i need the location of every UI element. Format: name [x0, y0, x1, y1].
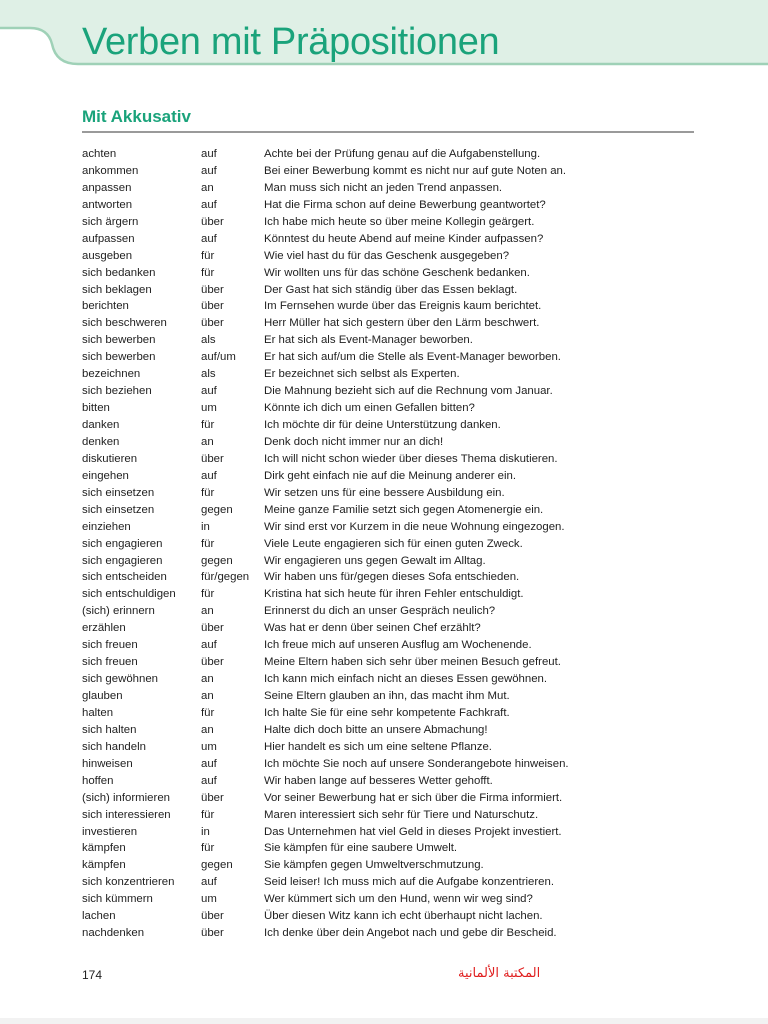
preposition-text: für — [201, 419, 215, 431]
verb-text: sich bewerben — [82, 351, 156, 364]
example-sentence: Meine ganze Familie setzt sich gegen Atomenergie ein. — [264, 503, 544, 516]
verb-text: bitten — [82, 402, 110, 415]
verb-text: sich einsetzen — [82, 486, 155, 499]
preposition-text: über — [201, 215, 224, 228]
preposition-text: um — [201, 893, 217, 906]
verb-text: sich beschweren — [82, 317, 167, 330]
verb-row — [82, 180, 702, 197]
verb-text: sich entscheiden — [82, 571, 167, 584]
example-sentence: Denk doch nicht immer nur an dich! — [264, 435, 444, 448]
example-sentence: Könnte ich dich um einen Gefallen bitten? — [264, 402, 475, 415]
verb-row — [82, 773, 702, 790]
verb-text: anpassen — [82, 181, 132, 194]
example-sentence: Sie kämpfen für eine saubere Umwelt. — [264, 842, 458, 855]
verb-text: hoffen — [82, 774, 114, 787]
verb-row — [82, 790, 702, 807]
verb-text: sich bewerben — [82, 334, 156, 347]
preposition-text: auf/um — [201, 351, 236, 364]
example-sentence: Seid leiser! Ich muss mich auf die Aufgabe konzentrieren. — [264, 876, 554, 889]
preposition-text: an — [201, 690, 214, 702]
verb-text: sich einsetzen — [82, 503, 155, 516]
verb-row — [82, 553, 702, 570]
preposition-text: auf — [201, 774, 217, 787]
verb-row — [82, 214, 702, 231]
preposition-text: über — [201, 791, 224, 804]
preposition-text: an — [201, 673, 214, 686]
preposition-text: auf — [201, 198, 217, 211]
verb-text: sich engagieren — [82, 537, 163, 550]
verb-text: denken — [82, 435, 120, 448]
preposition-text: auf — [201, 385, 217, 398]
verb-row — [82, 298, 702, 315]
verb-text: sich bedanken — [82, 266, 156, 279]
verb-text: sich gewöhnen — [82, 673, 158, 686]
preposition-text: über — [201, 656, 224, 669]
page-header — [0, 0, 768, 72]
preposition-text: auf — [201, 164, 217, 177]
verb-text: sich engagieren — [82, 554, 163, 567]
preposition-text: in — [201, 825, 210, 838]
example-sentence: Kristina hat sich heute für ihren Fehler entschuldigt. — [264, 588, 524, 601]
example-sentence: Wie viel hast du für das Geschenk ausgegeben? — [264, 249, 510, 262]
preposition-text: gegen — [201, 503, 233, 516]
section-divider — [82, 131, 694, 133]
verb-text: kämpfen — [82, 859, 126, 872]
verb-row — [82, 722, 702, 739]
preposition-text: für — [201, 588, 215, 601]
verb-text: danken — [82, 419, 120, 431]
example-sentence: Er hat sich auf/um die Stelle als Event-Manager beworben. — [264, 351, 561, 364]
verb-text: (sich) erinnern — [82, 605, 155, 618]
verb-row — [82, 146, 702, 163]
example-sentence: Vor seiner Bewerbung hat er sich über die Firma informiert. — [264, 791, 563, 804]
example-sentence: Was hat er denn über seinen Chef erzählt? — [264, 622, 481, 635]
verb-row — [82, 840, 702, 857]
preposition-text: über — [201, 300, 224, 313]
preposition-text: für — [201, 706, 215, 719]
example-sentence: Maren interessiert sich sehr für Tiere und Naturschutz. — [264, 808, 539, 821]
verb-text: glauben — [82, 690, 123, 702]
verb-text: einziehen — [82, 520, 131, 533]
example-sentence: Wir haben uns für/gegen dieses Sofa entschieden. — [264, 571, 520, 584]
verb-row — [82, 807, 702, 824]
verb-text: diskutieren — [82, 452, 138, 465]
verb-text: bezeichnen — [82, 368, 141, 381]
verb-row — [82, 824, 702, 841]
preposition-text: auf — [201, 639, 217, 652]
example-sentence: Hat die Firma schon auf deine Bewerbung geantwortet? — [264, 198, 546, 211]
example-sentence: Der Gast hat sich ständig über das Essen beklagt. — [264, 283, 518, 296]
preposition-text: an — [201, 181, 214, 194]
preposition-text: über — [201, 283, 224, 296]
example-sentence: Das Unternehmen hat viel Geld in dieses Projekt investiert. — [264, 825, 562, 838]
example-sentence: Wir wollten uns für das schöne Geschenk bedanken. — [264, 266, 530, 279]
preposition-text: als — [201, 368, 216, 381]
preposition-text: für — [201, 249, 215, 262]
verb-row — [82, 908, 702, 925]
verb-text: halten — [82, 706, 114, 719]
preposition-text: an — [201, 723, 214, 736]
verb-text: sich halten — [82, 723, 137, 736]
verb-row — [82, 383, 702, 400]
verb-row — [82, 519, 702, 536]
verb-row — [82, 756, 702, 773]
example-sentence: Bei einer Bewerbung kommt es nicht nur auf gute Noten an. — [264, 164, 567, 177]
verb-row — [82, 163, 702, 180]
preposition-text: um — [201, 402, 217, 415]
preposition-text: für — [201, 537, 215, 550]
preposition-text: um — [201, 740, 217, 753]
example-sentence: Ich halte Sie für eine sehr kompetente Fachkraft. — [264, 706, 510, 719]
preposition-text: auf — [201, 757, 217, 770]
preposition-text: für — [201, 486, 215, 499]
example-sentence: Halte dich doch bitte an unsere Abmachung! — [264, 723, 488, 736]
example-sentence: Ich möchte dir für deine Unterstützung danken. — [264, 419, 501, 431]
example-sentence: Wir engagieren uns gegen Gewalt im Alltag. — [264, 554, 486, 567]
verb-text: ankommen — [82, 164, 139, 177]
verb-text: hinweisen — [82, 757, 133, 770]
page-number: 174 — [82, 968, 103, 982]
preposition-text: über — [201, 452, 224, 465]
verb-row — [82, 451, 702, 468]
example-sentence: Ich denke über dein Angebot nach und gebe dir Bescheid. — [264, 927, 557, 940]
verb-text: (sich) informieren — [82, 791, 170, 804]
preposition-text: für — [201, 808, 215, 821]
verb-row — [82, 857, 702, 874]
page-title: Verben mit Präpositionen — [82, 21, 500, 63]
verb-row — [82, 400, 702, 417]
verb-text: erzählen — [82, 622, 126, 635]
verb-list — [82, 146, 702, 942]
preposition-text: an — [201, 435, 214, 448]
preposition-text: auf — [201, 469, 217, 482]
example-sentence: Achte bei der Prüfung genau auf die Aufgabenstellung. — [264, 148, 541, 160]
verb-row — [82, 332, 702, 349]
verb-text: eingehen — [82, 469, 129, 482]
verb-text: sich ärgern — [82, 215, 139, 228]
preposition-text: gegen — [201, 554, 233, 567]
preposition-text: auf — [201, 876, 217, 889]
example-sentence: Viele Leute engagieren sich für einen guten Zweck. — [264, 537, 523, 550]
preposition-text: über — [201, 317, 224, 330]
bottom-edge — [0, 1018, 768, 1024]
preposition-text: für — [201, 266, 215, 279]
verb-text: aufpassen — [82, 232, 135, 245]
example-sentence: Ich habe mich heute so über meine Kollegin geärgert. — [264, 215, 535, 228]
verb-text: nachdenken — [82, 927, 145, 940]
example-sentence: Im Fernsehen wurde über das Ereignis kaum berichtet. — [264, 300, 542, 313]
preposition-text: über — [201, 910, 224, 923]
verb-row — [82, 637, 702, 654]
example-sentence: Über diesen Witz kann ich echt überhaupt nicht lachen. — [264, 910, 543, 923]
example-sentence: Ich möchte Sie noch auf unsere Sonderangebote hinweisen. — [264, 757, 569, 770]
example-sentence: Sie kämpfen gegen Umweltverschmutzung. — [264, 859, 484, 872]
preposition-text: auf — [201, 148, 217, 160]
example-sentence: Wer kümmert sich um den Hund, wenn wir weg sind? — [264, 893, 533, 906]
verb-row — [82, 569, 702, 586]
verb-text: berichten — [82, 300, 129, 313]
verb-text: achten — [82, 148, 117, 160]
verb-text: lachen — [82, 910, 116, 923]
verb-row — [82, 366, 702, 383]
example-sentence: Meine Eltern haben sich sehr über meinen Besuch gefreut. — [264, 656, 561, 669]
verb-row — [82, 282, 702, 299]
preposition-text: über — [201, 622, 224, 635]
example-sentence: Man muss sich nicht an jeden Trend anpassen. — [264, 181, 503, 194]
verb-text: antworten — [82, 198, 133, 211]
verb-row — [82, 654, 702, 671]
verb-row — [82, 688, 702, 705]
watermark: المكتبة الألمانية — [458, 966, 541, 981]
preposition-text: in — [201, 520, 210, 533]
preposition-text: auf — [201, 232, 217, 245]
example-sentence: Herr Müller hat sich gestern über den Lärm beschwert. — [264, 317, 540, 330]
verb-row — [82, 603, 702, 620]
verb-text: sich konzentrieren — [82, 876, 175, 889]
example-sentence: Die Mahnung bezieht sich auf die Rechnung vom Januar. — [264, 385, 553, 398]
verb-text: kämpfen — [82, 842, 126, 855]
example-sentence: Wir haben lange auf besseres Wetter gehofft. — [264, 774, 493, 787]
verb-text: sich beklagen — [82, 283, 152, 296]
preposition-text: über — [201, 927, 224, 940]
verb-row — [82, 586, 702, 603]
example-sentence: Ich kann mich einfach nicht an dieses Essen gewöhnen. — [264, 673, 548, 686]
example-sentence: Könntest du heute Abend auf meine Kinder aufpassen? — [264, 232, 544, 245]
preposition-text: für — [201, 842, 215, 855]
verb-row — [82, 671, 702, 688]
verb-row — [82, 315, 702, 332]
verb-row — [82, 468, 702, 485]
verb-row — [82, 434, 702, 451]
preposition-text: für/gegen — [201, 571, 250, 584]
section-title: Mit Akkusativ — [82, 107, 191, 126]
verb-text: sich kümmern — [82, 893, 153, 906]
verb-text: sich freuen — [82, 639, 138, 652]
example-sentence: Erinnerst du dich an unser Gespräch neulich? — [264, 605, 496, 618]
verb-text: sich interessieren — [82, 808, 171, 821]
example-sentence: Wir setzen uns für eine bessere Ausbildung ein. — [264, 486, 505, 499]
verb-text: sich beziehen — [82, 385, 152, 398]
example-sentence: Ich will nicht schon wieder über dieses Thema diskutieren. — [264, 452, 558, 465]
verb-row — [82, 349, 702, 366]
preposition-text: an — [201, 605, 214, 618]
example-sentence: Er bezeichnet sich selbst als Experten. — [264, 368, 460, 381]
example-sentence: Seine Eltern glauben an ihn, das macht ihm Mut. — [264, 690, 510, 702]
example-sentence: Ich freue mich auf unseren Ausflug am Wochenende. — [264, 639, 532, 652]
verb-row — [82, 536, 702, 553]
verb-row — [82, 891, 702, 908]
verb-row — [82, 197, 702, 214]
verb-row — [82, 502, 702, 519]
verb-text: investieren — [82, 825, 138, 838]
example-sentence: Dirk geht einfach nie auf die Meinung anderer ein. — [264, 469, 517, 482]
verb-row — [82, 705, 702, 722]
verb-row — [82, 265, 702, 282]
preposition-text: als — [201, 334, 216, 347]
verb-row — [82, 248, 702, 265]
verb-row — [82, 620, 702, 637]
verb-text: ausgeben — [82, 249, 133, 262]
verb-row — [82, 739, 702, 756]
example-sentence: Wir sind erst vor Kurzem in die neue Wohnung eingezogen. — [264, 520, 565, 533]
verb-row — [82, 874, 702, 891]
verb-row — [82, 231, 702, 248]
verb-row — [82, 417, 702, 434]
verb-row — [82, 485, 702, 502]
verb-text: sich entschuldigen — [82, 588, 176, 601]
verb-text: sich handeln — [82, 740, 146, 753]
example-sentence: Hier handelt es sich um eine seltene Pflanze. — [264, 740, 492, 753]
preposition-text: gegen — [201, 859, 233, 872]
verb-text: sich freuen — [82, 656, 138, 669]
verb-row — [82, 925, 702, 942]
example-sentence: Er hat sich als Event-Manager beworben. — [264, 334, 473, 347]
